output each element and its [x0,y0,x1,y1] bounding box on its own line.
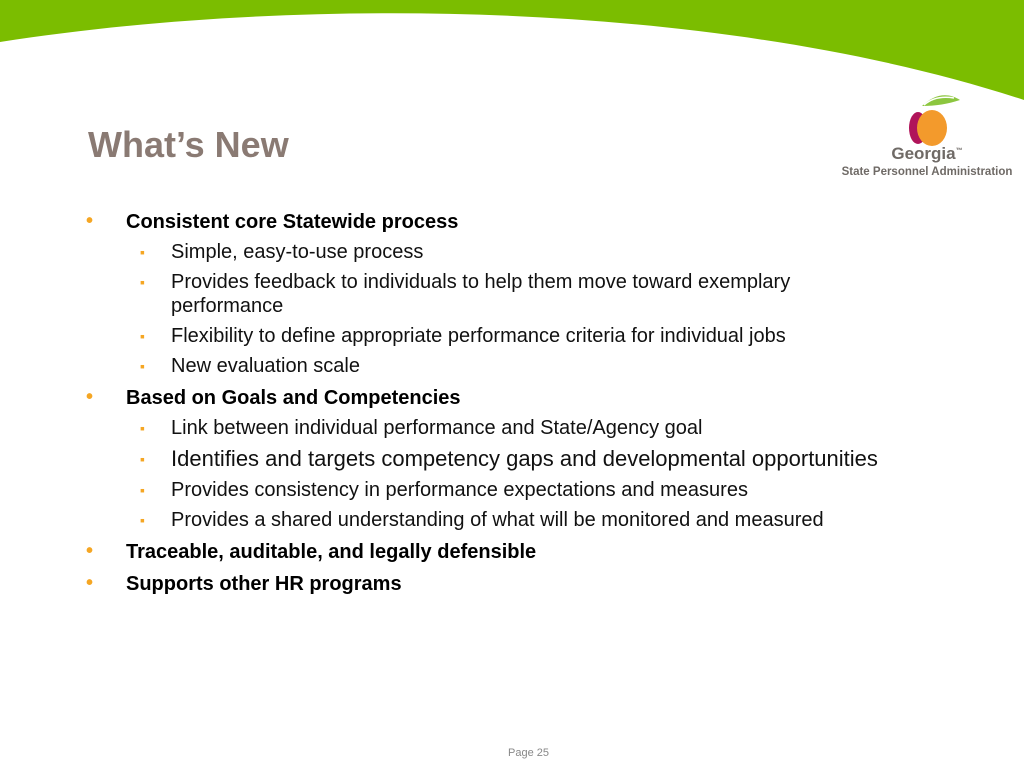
bullet-item [0,538,1024,564]
sub-bullet-text: Simple, easy-to-use process [171,241,424,263]
bullet-item [0,570,1024,596]
sub-bullet-item [0,354,891,378]
sub-bullet-text: Flexibility to define appropriate performance criteria for individual jobs [171,325,786,347]
logo-subtitle: State Personnel Administration [841,166,1013,178]
bullet-item [0,208,1024,234]
square-bullet-icon: ▪ [140,358,145,374]
sub-bullet-item [0,270,891,318]
page-number: Page 25 [508,747,549,759]
georgia-spa-logo [832,92,1022,184]
bullet-dot-icon: • [86,572,94,594]
bullet-dot-icon: • [86,386,94,408]
peach-icon [902,92,962,148]
sub-bullet-text: Identifies and targets competency gaps and developmental opportunities [171,446,878,471]
bullet-dot-icon: • [86,210,94,232]
slide-title: What’s New [88,124,289,165]
bullet-text: Consistent core Statewide process [126,211,459,233]
sub-bullet-item [0,416,891,440]
square-bullet-icon: ▪ [140,328,145,344]
bullet-text: Supports other HR programs [126,573,402,595]
sub-bullet-item [0,240,891,264]
bullet-text: Traceable, auditable, and legally defensible [126,541,537,563]
bullet-text: Based on Goals and Competencies [126,387,461,409]
sub-bullet-item [0,324,891,348]
square-bullet-icon: ▪ [140,512,145,528]
sub-bullet-text: Provides consistency in performance expectations and measures [171,479,748,501]
square-bullet-icon: ▪ [140,451,145,467]
sub-bullet-text: New evaluation scale [171,355,360,377]
logo-wordmark: Georgia™ [891,144,963,163]
square-bullet-icon: ▪ [140,274,145,290]
sub-bullet-item [0,478,891,502]
bullet-dot-icon: • [86,540,94,562]
sub-bullet-item [0,508,891,532]
square-bullet-icon: ▪ [140,244,145,260]
square-bullet-icon: ▪ [140,482,145,498]
sub-bullet-text: Provides a shared understanding of what will be monitored and measured [171,509,824,531]
sub-bullet-text: Provides feedback to individuals to help them move toward exemplary performance [171,271,791,317]
sub-bullet-item [0,446,891,472]
bullet-item [0,384,1024,410]
bullet-list [0,208,1024,602]
sub-bullet-text: Link between individual performance and State/Agency goal [171,417,703,439]
square-bullet-icon: ▪ [140,420,145,436]
